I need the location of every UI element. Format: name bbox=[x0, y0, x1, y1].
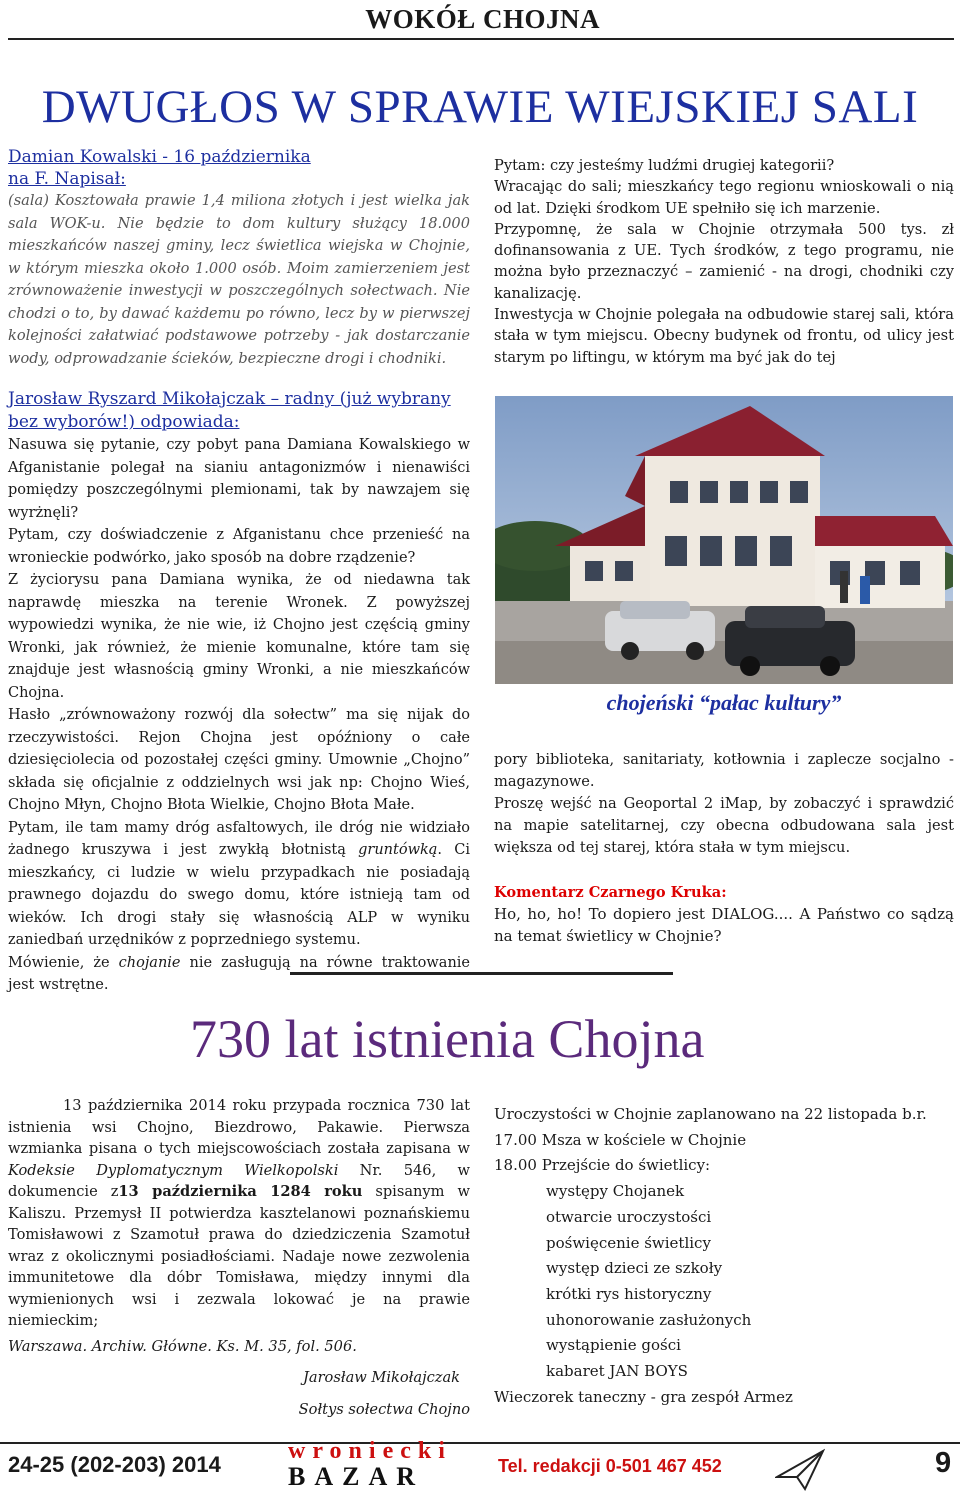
paper-plane-icon bbox=[775, 1447, 825, 1495]
footer-divider bbox=[0, 1442, 960, 1444]
anniversary-paragraph bbox=[8, 1095, 470, 1332]
program-item: występ dzieci ze szkoły bbox=[546, 1259, 723, 1278]
reply-lead bbox=[8, 388, 470, 434]
issue-number: 24-25 (202-203) 2014 bbox=[8, 1452, 221, 1477]
right-paragraph: Pytam: czy jesteśmy ludźmi drugiej kategorii? bbox=[494, 157, 835, 174]
right-column-bottom bbox=[494, 749, 954, 947]
reply-paragraph: Pytam, czy doświadczenie z Afganistanu chce przenieść na wronieckie podwórko, jako sposób na dobre rządzenie? bbox=[8, 527, 470, 566]
photo-caption: chojeński “pałac kultury” bbox=[606, 690, 842, 715]
editorial-phone: Tel. redakcji 0-501 467 452 bbox=[498, 1456, 722, 1476]
event-line: 18.00 Przejście do świetlicy: bbox=[494, 1156, 711, 1175]
article-divider bbox=[290, 972, 673, 975]
text-span: spisanym w Kaliszu. Przemysł II potwierdza kasztelanowi poznańskiemu Tomisławowi z Szamotuł prawa do dziedziczenia Szamotuł wraz z okolicznymi posiadłościami. Nadaje nowe zezwolenia immunitetowe dla dóbr Tomisława, między innymi dla wymienionych wsi i zezwala lokować je na prawie niemieckim; bbox=[8, 1183, 470, 1329]
right-paragraph: Proszę wejść na Geoportal 2 iMap, by zobaczyć i sprawdzić na mapie satelitarnej, czy obecna odbudowana sala jest większa od tej starej, która stała w tym miejscu. bbox=[494, 795, 954, 856]
left-column bbox=[8, 146, 470, 997]
logo-bazar: BAZAR bbox=[288, 1462, 425, 1491]
program-item: kabaret JAN BOYS bbox=[546, 1362, 688, 1381]
text-span: nie zasługują na równe traktowanie jest wstrętne. bbox=[8, 954, 470, 993]
program-item: występy Chojanek bbox=[546, 1182, 685, 1201]
text-span-italic: chojanie bbox=[118, 954, 181, 971]
text-span: 13 października 2014 roku przypada rocznica 730 lat istnienia wsi Chojno, Biezdrowo, Pakawie. Pierwsza wzmianka pisana o tych miejscowościach została zapisana w bbox=[8, 1097, 470, 1157]
anniversary-headline: 730 lat istnienia Chojna bbox=[190, 1009, 705, 1069]
logo-wroniecki: wroniecki bbox=[288, 1438, 452, 1464]
event-end: Wieczorek taneczny - gra zespół Armez bbox=[494, 1387, 793, 1406]
author-lead-line2: na F. Napisał: bbox=[8, 169, 126, 189]
reply-lead-line2: bez wyborów!) odpowiada: bbox=[8, 412, 240, 432]
quoted-statement: (sala) Kosztowała prawie 1,4 miliona złotych i jest wielka jak sala WOK-u. Nie będzie to dom kultury służący 18.000 mieszkańców naszej gminy, lecz świetlica wiejska w Chojnie, w którym mieszka około 1.000 osób. Moim zamierzeniem jest zrównoważenie inwestycji w poszczególnych sołectwach. Nie chodzi o to, by dawać każdemu po równo, lecz by w pierwszej kolejności załatwiać podstawowe potrzeby - jak dostarczanie wody, odprowadzanie ścieków, bezpieczne drogi i chodniki. bbox=[8, 192, 470, 367]
event-intro: Uroczystości w Chojnie zaplanowano na 22 listopada b.r. bbox=[494, 1105, 927, 1123]
program-item: uhonorowanie zasłużonych bbox=[546, 1310, 752, 1329]
program-item: krótki rys historyczny bbox=[546, 1284, 712, 1303]
paper-plane-icon-svg bbox=[775, 1447, 825, 1491]
program-item: otwarcie uroczystości bbox=[546, 1207, 712, 1226]
page-number: 9 bbox=[935, 1447, 952, 1479]
right-paragraph: Przypomnę, że sala w Chojnie otrzymała 500 tys. zł dofinansowania z UE. Tych środków, z tego programu, nie można było przeznaczyć – zamienić - na drogi, chodniki czy kanalizację. bbox=[494, 220, 954, 302]
text-span: Mówienie, że bbox=[8, 954, 119, 971]
right-paragraph: pory biblioteka, sanitariaty, kotłownia i zaplecze socjalno - magazynowe. bbox=[494, 751, 954, 790]
building-photo-svg bbox=[495, 396, 953, 684]
comment-text: Ho, ho, ho! To dopiero jest DIALOG.... A Państwo co sądzą na temat świetlicy w Chojnie? bbox=[494, 905, 954, 945]
archive-reference: Warszawa. Archiw. Główne. Ks. M. 35, fol. 506. bbox=[8, 1337, 357, 1355]
author-lead-line1: Damian Kowalski - 16 października bbox=[8, 147, 311, 167]
right-paragraph: Inwestycja w Chojnie polegała na odbudowie starej sali, która stała w tym miejscu. Obecny budynek od frontu, od ulicy jest starym po liftingu, w którym ma być jak do tej bbox=[494, 306, 954, 366]
text-span-bold: 13 października 1284 roku bbox=[118, 1183, 363, 1200]
reply-paragraph: Hasło „zrównoważony rozwój dla sołectw” ma się nijak do rzeczywistości. Rejon Chojna jest opóźniony o całe dziesięciolecia od pozostałej części gminy. Umownie „Chojno” składa się oficjalnie z oddzielnych wsi jak np: Chojno Wieś, Chojno Młyn, Chojno Błota Wielkie, Chojno Błota Małe. bbox=[8, 707, 470, 813]
reply-paragraph: Nasuwa się pytanie, czy pobyt pana Damiana Kowalskiego w Afganistanie polegał na sianiu antagonizmów i nienawiści pomiędzy poszczególnymi plemionami, tak by nawzajem się wyrżnęli? bbox=[8, 437, 470, 521]
text-span: Pytam, ile tam mamy dróg asfaltowych, ile dróg nie widziało żadnego kruszywa i jest zwykłą błotnistą bbox=[8, 819, 470, 858]
author-lead bbox=[8, 146, 470, 190]
reply-paragraph: Z życiorysu pana Damiana wynika, że od niedawna tak naprawdę mieszka na terenie Wronek. Z powyższej wypowiedzi wynika, że nie wie, iż Chojno jest częścią gminy Wronki, jak również, że mienie komunalne, które tam się znajduje jest własnością gminy Wronki, a nie mieszkańców Chojna. bbox=[8, 572, 470, 701]
comment-title: Komentarz Czarnego Kruka: bbox=[494, 884, 727, 901]
event-line: 17.00 Msza w kościele w Chojnie bbox=[494, 1130, 747, 1149]
top-divider bbox=[8, 38, 954, 40]
article-headline: DWUGŁOS W SPRAWIE WIEJSKIEJ SALI bbox=[41, 81, 919, 133]
program-list bbox=[494, 1179, 954, 1385]
reply-paragraph bbox=[8, 817, 470, 952]
reply-lead-line1: Jarosław Ryszard Mikołajczak – radny (już wybrany bbox=[8, 389, 451, 409]
program-item: wystąpienie gości bbox=[546, 1336, 681, 1355]
text-span-italic: Kodeksie Dyplomatycznym Wielkopolski bbox=[8, 1161, 339, 1179]
section-title: WOKÓŁ CHOJNA bbox=[365, 4, 600, 34]
text-span: Nr. 546, w dokumencie z bbox=[8, 1161, 471, 1200]
signature-title: Sołtys sołectwa Chojno bbox=[298, 1400, 470, 1418]
program-item: poświęcenie świetlicy bbox=[546, 1233, 711, 1252]
building-photo bbox=[495, 396, 953, 684]
text-span: . Ci mieszkańcy, ci ludzie w wielu przypadkach nie posiadają prawnego dojazdu do swego domu, które istnieją tam od wieków. Ich drogi stały się własnością ALP w wyniku zaniedbań urzędników z poprzedniego systemu. bbox=[8, 842, 471, 948]
right-paragraph: Wracając do sali; mieszkańcy tego regionu wnioskowali o nią od lat. Dzięki środkom UE spełniło się ich marzenie. bbox=[494, 178, 954, 217]
text-span-italic: gruntówką bbox=[358, 842, 438, 858]
anniversary-text bbox=[8, 1095, 470, 1420]
signature-name: Jarosław Mikołajczak bbox=[303, 1369, 460, 1386]
event-program bbox=[494, 1102, 954, 1410]
right-column-top bbox=[494, 155, 954, 368]
